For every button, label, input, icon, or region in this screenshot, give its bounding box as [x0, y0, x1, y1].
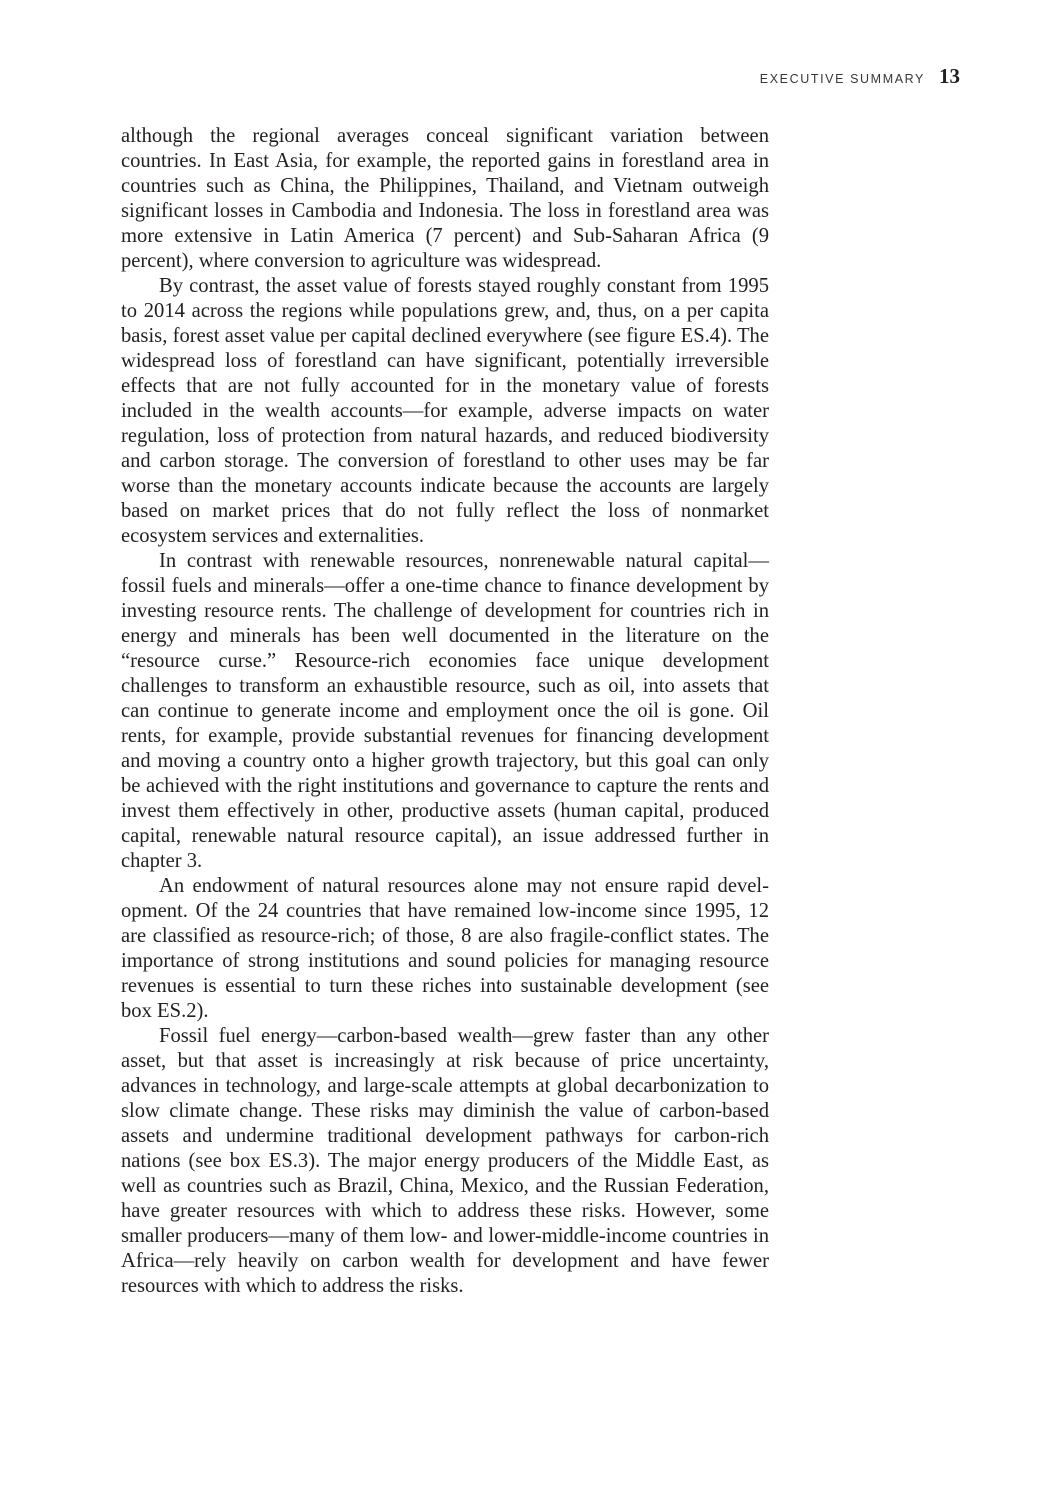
running-title: EXECUTIVE SUMMARY	[759, 72, 925, 86]
paragraph-fossil-fuel-energy: Fossil fuel energy—carbon-based wealth—grew faster than any other asset, but that asset is increasingly at risk because of price uncertainty, advances in technology, and large-scale attempts at global decarbonization to slow climate change. These risks may diminish the value of carbon-based assets and undermine traditional development pathways for carbon-rich nations (see box ES.3). The major energy producers of the Middle East, as well as countries such as Brazil, China, Mexico, and the Russian Federation, have greater resources with which to address these risks. However, some smaller producers—many of them low- and lower-middle-income countries in Africa—rely heavily on carbon wealth for development and have fewer resources with which to address the risks.	[121, 1025, 769, 1297]
paragraph-continuation: although the regional averages conceal significant variation between countries. In East Asia, for example, the reported gains in forestland area in countries such as China, the Philippines, Thailand, and Vietnam outweigh significant losses in Cambodia and Indonesia. The loss in forestland area was more extensive in Latin America (7 percent) and Sub-Saharan Africa (9 percent), where conversion to agriculture was widespread.	[121, 125, 769, 272]
paragraph-nonrenewable-capital: In contrast with renewable resources, nonrenewable natural capital—fossil fuels and minerals—offer a one-time chance to finance development by investing resource rents. The challenge of development for countries rich in energy and minerals has been well documented in the literature on the “resource curse.” Resource-rich economies face unique development challenges to transform an exhaustible resource, such as oil, into assets that can continue to generate income and employment once the oil is gone. Oil rents, for example, provide substantial revenues for financing development and moving a country onto a higher growth trajectory, but this goal can only be achieved with the right institutions and governance to capture the rents and invest them effectively in other, productive assets (human capital, produced capital, renewable natural resource capital), an issue addressed further in chapter 3.	[121, 550, 769, 872]
paragraph-forest-asset-value: By contrast, the asset value of forests stayed roughly constant from 1995 to 2014 across the regions while populations grew, and, thus, on a per capita basis, forest asset value per capital declined everywhere (see figure ES.4). The widespread loss of forestland can have significant, potentially irreversible effects that are not fully accounted for in the monetary value of forests included in the wealth accounts—for example, adverse impacts on water regulation, loss of protection from natural hazards, and reduced biodiversity and carbon storage. The conversion of forestland to other uses may be far worse than the monetary accounts indicate because the accounts are largely based on market prices that do not fully reflect the loss of nonmarket ecosystem services and externalities.	[121, 275, 769, 547]
paragraph-resource-endowment: An endowment of natural resources alone may not ensure rapid development. Of the 24 countries that have remained low-income since 1995, 12 are classified as resource-rich; of those, 8 are also fragile-conflict states. The importance of strong institutions and sound policies for managing resource revenues is essential to turn these riches into sustainable development (see box ES.2).	[121, 875, 769, 1022]
body-text	[121, 124, 769, 1299]
page-number: 13	[939, 64, 960, 88]
running-header	[760, 64, 960, 89]
